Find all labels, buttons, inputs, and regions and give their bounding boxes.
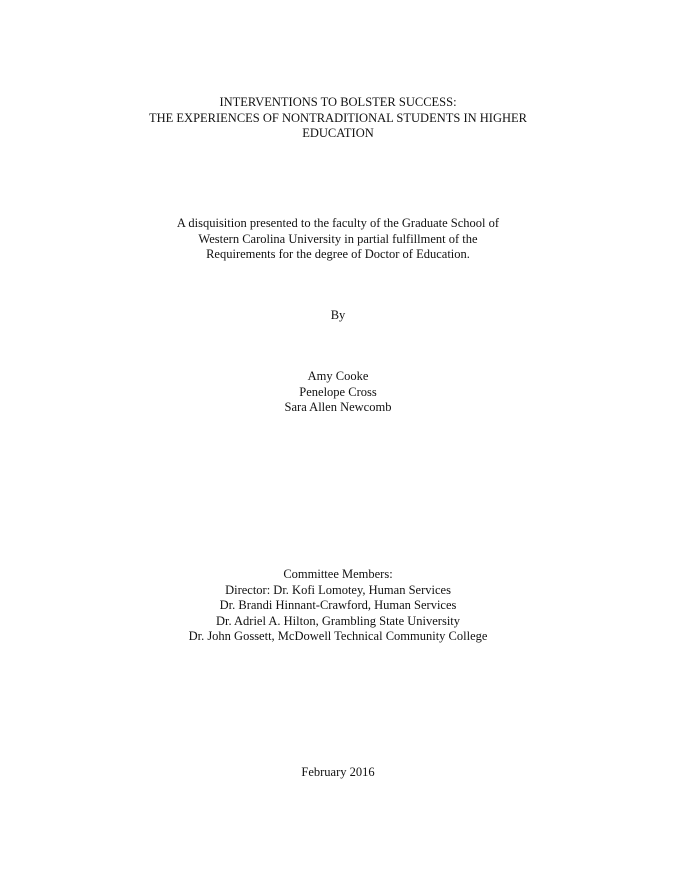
- author-name: Amy Cooke: [307, 369, 369, 383]
- title-line: EDUCATION: [302, 126, 374, 141]
- committee-section: [0, 567, 676, 645]
- author-name: Sara Allen Newcomb: [284, 400, 392, 415]
- author-list: [0, 369, 676, 416]
- committee-member: Director: Dr. Kofi Lomotey, Human Services: [225, 582, 451, 597]
- committee-member: Dr. Adriel A. Hilton, Grambling State University: [215, 613, 461, 628]
- document-title: [0, 95, 676, 142]
- committee-heading: Committee Members:: [283, 567, 393, 581]
- statement-line: Western Carolina University in partial fulfillment of the: [198, 231, 478, 246]
- submission-date: [0, 765, 676, 781]
- statement-line: A disquisition presented to the faculty of the Graduate School of: [176, 216, 500, 230]
- date-text: February 2016: [301, 765, 375, 779]
- committee-member: Dr. John Gossett, McDowell Technical Community College: [188, 629, 488, 644]
- committee-member: Dr. Brandi Hinnant-Crawford, Human Services: [219, 598, 457, 613]
- by-text: By: [330, 308, 346, 322]
- author-name: Penelope Cross: [299, 384, 377, 399]
- by-label: [0, 308, 676, 324]
- statement-line: Requirements for the degree of Doctor of Education.: [206, 247, 470, 262]
- title-line: THE EXPERIENCES OF NONTRADITIONAL STUDENTS IN HIGHER: [149, 110, 527, 125]
- title-line: INTERVENTIONS TO BOLSTER SUCCESS:: [219, 95, 457, 109]
- degree-statement: [0, 216, 676, 263]
